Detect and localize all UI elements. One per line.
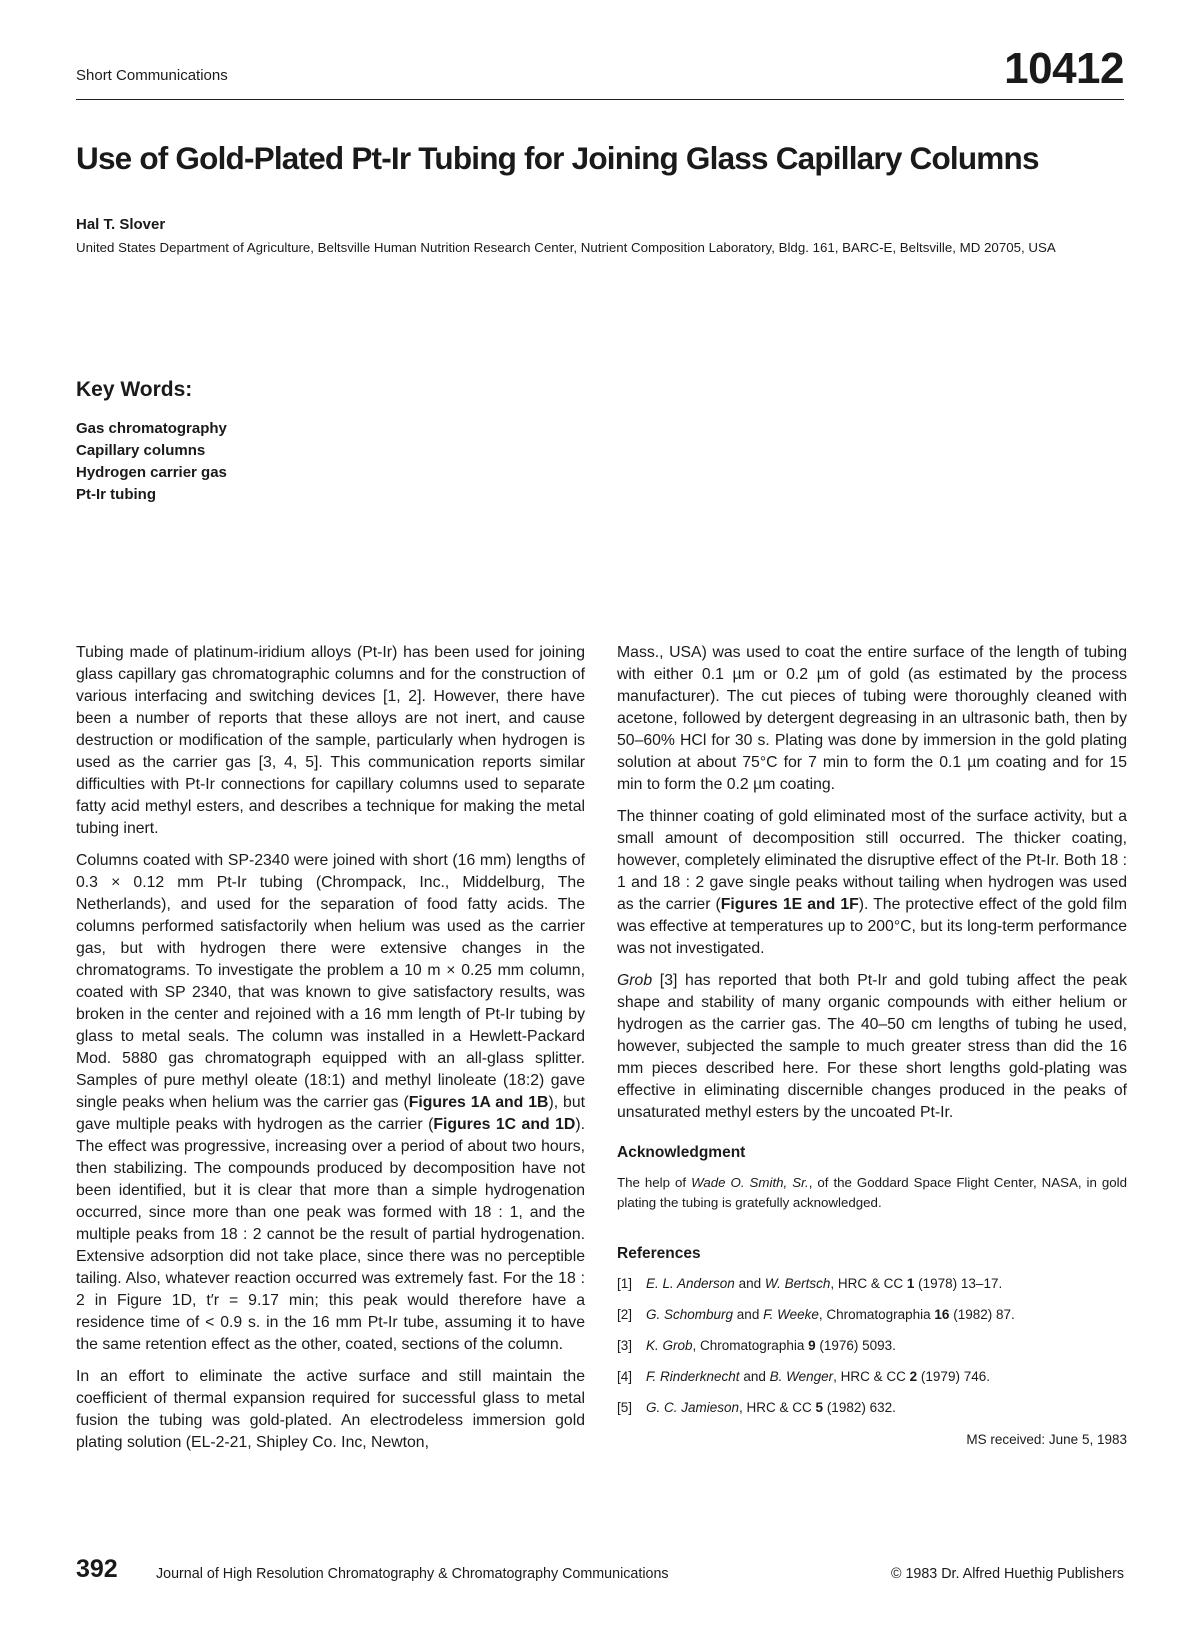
reference-number: [4]: [617, 1369, 633, 1384]
received-date: MS received: June 5, 1983: [966, 1432, 1127, 1447]
text-run: ), but gave multiple peaks with hydrogen as the carrier (: [76, 1094, 585, 1133]
author-name: Hal T. Slover: [76, 216, 166, 233]
body-paragraph: [76, 850, 585, 1356]
ref-journal: , HRC & CC: [833, 1369, 910, 1384]
body-paragraph: [617, 970, 1127, 1124]
ref-rest: (1976) 5093.: [815, 1338, 896, 1353]
header-rule: [76, 99, 1124, 100]
reference-text: [646, 1274, 1002, 1294]
reference-text: [646, 1398, 896, 1418]
article-title: Use of Gold-Plated Pt-Ir Tubing for Joining Glass Capillary Columns: [76, 140, 1039, 176]
reference-text: [646, 1305, 1015, 1325]
reference-text: [646, 1336, 896, 1356]
reference-number: [2]: [617, 1307, 633, 1322]
ref-volume: 16: [934, 1307, 950, 1322]
references-heading: References: [617, 1245, 701, 1262]
journal-name: Journal of High Resolution Chromatography & Chromatography Communications: [156, 1566, 669, 1582]
ref-and: and: [734, 1276, 765, 1291]
body-column-left: [76, 642, 585, 1464]
keyword-item: Pt-Ir tubing: [76, 486, 156, 503]
ref-volume: 9: [808, 1338, 816, 1353]
reference-item: [617, 1398, 1127, 1418]
ref-rest: (1979) 746.: [917, 1369, 990, 1384]
ref-journal: , HRC & CC: [739, 1400, 816, 1415]
ref-author: F. Rinderknecht: [646, 1369, 740, 1384]
page-footer: [76, 1555, 1124, 1589]
ref-author: F. Weeke: [763, 1307, 819, 1322]
ref-author: W. Bertsch: [764, 1276, 831, 1291]
keyword-item: Capillary columns: [76, 442, 206, 459]
text-run: , of the Goddard Space Flight Center, NASA, in gold plating the tubing is gratefully acknowledged.: [617, 1175, 1127, 1210]
references-list: [617, 1274, 1127, 1418]
ref-and: and: [733, 1307, 764, 1322]
ref-rest: (1978) 13–17.: [914, 1276, 1003, 1291]
copyright-notice: © 1983 Dr. Alfred Huethig Publishers: [890, 1566, 1124, 1582]
ref-author: G. Schomburg: [646, 1307, 734, 1322]
body-paragraph: Mass., USA) was used to coat the entire surface of the length of tubing with either 0.1 µm or 0.2 µm of gold (as estimated by the process manufacturer). The cut pieces of tubing were thoroughly cleaned with acetone, followed by detergent degreasing in an ultrasonic bath, then by 50–60% HCl for 30 s. Plating was done by immersion in the gold plating solution at about 75°C for 7 min to form the 0.1 µm coating and for 15 min to form the 0.2 µm coating.: [617, 644, 1127, 793]
author-affiliation: United States Department of Agriculture, Beltsville Human Nutrition Research Center, Nutrient Composition Laboratory, Bldg. 161, BARC-E, Beltsville, MD 20705, USA: [76, 240, 1056, 255]
reference-item: [617, 1367, 1127, 1387]
page-number: 392: [76, 1555, 118, 1583]
body-paragraph: [617, 806, 1127, 960]
ref-volume: 2: [909, 1369, 918, 1384]
text-run: ). The effect was progressive, increasing over a period of about two hours, then stabilizing. The compounds produced by decomposition have not been identified, but it is clear that more than a simple hydrogenation occurred, since more than one peak was formed with 18 : 1, and the multiple peaks from 18 : 2 cannot be the result of partial hydrogenation. Extensive adsorption did not take place, since there was no perceptible tailing. Also, whatever reaction occurred was extremely fast. For the 18 : 2 in Figure 1D, t′r = 9.17 min; this peak would therefore have a residence time of < 0.9 s. in the 16 mm Pt-Ir tube, assuming it to have the same retention effect as the other, coated, sections of the column.: [76, 1116, 585, 1353]
text-run: The thinner coating of gold eliminated most of the surface activity, but a small amount of decomposition still occurred. The thicker coating, however, completely eliminated the disruptive effect of the Pt-Ir. Both 18 : 1 and 18 : 2 gave single peaks without tailing when hydrogen was used as the carrier (: [617, 808, 1127, 913]
article-code: 10412: [1004, 44, 1124, 93]
reference-number: [1]: [617, 1276, 633, 1291]
keyword-item: Gas chromatography: [76, 420, 227, 437]
text-run: ). The protective effect of the gold film was effective at temperatures up to 200°C, but its long-term performance was not investigated.: [617, 896, 1127, 957]
ref-journal: , Chromatographia: [818, 1307, 935, 1322]
ref-rest: (1982) 632.: [823, 1400, 896, 1415]
section-label: Short Communications: [76, 67, 228, 84]
reference-item: [617, 1274, 1127, 1294]
acknowledged-person: Wade O. Smith, Sr.: [691, 1175, 809, 1190]
ref-rest: (1982) 87.: [949, 1307, 1015, 1322]
ref-volume: 1: [906, 1276, 915, 1291]
ref-journal: , HRC & CC: [830, 1276, 907, 1291]
acknowledgment-text: [617, 1173, 1127, 1213]
figure-ref: Figures 1C and 1D: [433, 1116, 576, 1133]
reference-item: [617, 1305, 1127, 1325]
ref-author: G. C. Jamieson: [646, 1400, 740, 1415]
body-paragraph: In an effort to eliminate the active surface and still maintain the coefficient of thermal expansion required for successful glass to metal fusion the tubing was gold-plated. An electrodeless immersion gold plating solution (EL-2-21, Shipley Co. Inc, Newton,: [76, 1368, 585, 1451]
figure-ref: Figures 1A and 1B: [408, 1094, 549, 1111]
body-column-right: [617, 642, 1127, 1451]
ref-journal: , Chromatographia: [692, 1338, 809, 1353]
cited-author: Grob: [617, 972, 653, 989]
reference-number: [3]: [617, 1338, 633, 1353]
keywords-list: [76, 418, 227, 506]
ref-author: K. Grob: [646, 1338, 693, 1353]
figure-ref: Figures 1E and 1F: [720, 896, 859, 913]
keyword-item: Hydrogen carrier gas: [76, 464, 227, 481]
body-paragraph: Tubing made of platinum-iridium alloys (Pt-Ir) has been used for joining glass capillary gas chromatographic columns and for the construction of various interfacing and switching devices [1, 2]. However, there have been a number of reports that these alloys are not inert, and cause destruction or modification of the sample, particularly when hydrogen is used as the carrier gas [3, 4, 5]. This communication reports similar difficulties with Pt-Ir connections for capillary columns used to separate fatty acid methyl esters, and describes a technique for making the metal tubing inert.: [76, 644, 585, 837]
acknowledgment-heading: Acknowledgment: [617, 1144, 746, 1161]
ref-author: B. Wenger: [769, 1369, 834, 1384]
text-run: [3] has reported that both Pt-Ir and gold tubing affect the peak shape and stability of many organic compounds with either helium or hydrogen as the carrier gas. The 40–50 cm lengths of tubing he used, however, subjected the sample to much greater stress than did the 16 mm pieces described here. For these short lengths gold-plating was effective in eliminating discernible changes produced in the peaks of unsaturated methyl esters by the uncoated Pt-Ir.: [617, 972, 1127, 1121]
reference-item: [617, 1336, 1127, 1356]
ref-author: E. L. Anderson: [646, 1276, 735, 1291]
text-run: Columns coated with SP-2340 were joined with short (16 mm) lengths of 0.3 × 0.12 mm Pt-Ir tubing (Chrompack, Inc., Middelburg, The Netherlands), and used for the separation of food fatty acids. The columns performed satisfactorily when helium was used as the carrier gas, but with hydrogen there were extensive changes in the chromatograms. To investigate the problem a 10 m × 0.25 mm column, coated with SP 2340, that was known to give satisfactory results, was broken in the center and rejoined with a 16 mm length of Pt-Ir tubing by glass to metal seals. The column was installed in a Hewlett-Packard Mod. 5880 gas chromatograph equipped with an all-glass splitter. Samples of pure methyl oleate (18:1) and methyl linoleate (18:2) gave single peaks when helium was the carrier gas (: [76, 852, 585, 1111]
reference-text: [646, 1367, 990, 1387]
ref-and: and: [739, 1369, 770, 1384]
keywords-heading: Key Words:: [76, 378, 193, 401]
text-run: The help of: [617, 1175, 692, 1190]
reference-number: [5]: [617, 1400, 633, 1415]
ref-volume: 5: [815, 1400, 824, 1415]
